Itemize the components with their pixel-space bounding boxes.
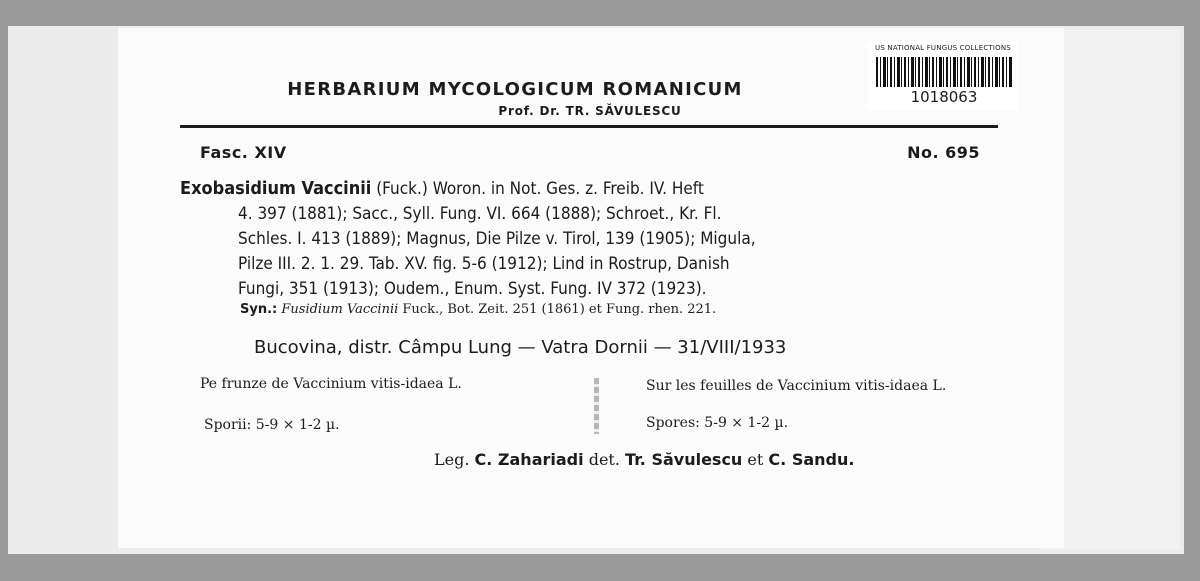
- synonym-name: Fusidium Vaccinii: [281, 302, 399, 317]
- determiner-name-1: Tr. Săvulescu: [625, 450, 743, 469]
- barcode-caption: US NATIONAL FUNGUS COLLECTIONS: [875, 44, 1011, 52]
- specimen-number: No. 695: [907, 143, 980, 162]
- collection-locality: Bucovina, distr. Câmpu Lung — Vatra Dornii — 31/VIII/1933: [254, 337, 787, 358]
- synonym-line: [240, 302, 1000, 317]
- determiner-name-2: C. Sandu.: [768, 450, 855, 469]
- barcode-icon: [876, 57, 1012, 87]
- host-french: Sur les feuilles de Vaccinium vitis-idaea L.: [646, 378, 947, 394]
- spores-romanian: Sporii: 5-9 × 1-2 µ.: [204, 417, 340, 433]
- host-romanian: Pe frunze de Vaccinium vitis-idaea L.: [200, 376, 462, 392]
- column-divider: [594, 378, 599, 434]
- citation-line-5: Fungi, 351 (1913); Oudem., Enum. Syst. Fung. IV 372 (1923).: [238, 279, 707, 299]
- citation-line-3: Schles. I. 413 (1889); Magnus, Die Pilze v. Tirol, 139 (1905); Migula,: [238, 229, 756, 249]
- label-title: HERBARIUM MYCOLOGICUM ROMANICUM: [287, 79, 743, 100]
- barcode-sticker: [868, 42, 1018, 110]
- conjunction: et: [747, 450, 764, 469]
- header-rule: [180, 125, 998, 128]
- spores-french: Spores: 5-9 × 1-2 µ.: [646, 415, 789, 431]
- synonym-reference: Fuck., Bot. Zeit. 251 (1861) et Fung. rhen. 221.: [402, 302, 717, 317]
- synonym-label: Syn.:: [240, 302, 278, 317]
- barcode-number: 1018063: [910, 88, 978, 106]
- citation-line-2: 4. 397 (1881); Sacc., Syll. Fung. VI. 664 (1888); Schroet., Kr. Fl.: [238, 204, 722, 224]
- fascicle-number: Fasc. XIV: [200, 143, 287, 162]
- collector-name: C. Zahariadi: [474, 450, 584, 469]
- citation-line-1: (Fuck.) Woron. in Not. Ges. z. Freib. IV. Heft: [376, 179, 704, 199]
- species-name: Exobasidium Vaccinii: [180, 178, 372, 199]
- det-prefix: det.: [588, 450, 620, 469]
- label-subtitle: Prof. Dr. TR. SĂVULESCU: [498, 104, 682, 118]
- leg-prefix: Leg.: [434, 450, 470, 469]
- collector-line: [434, 450, 994, 469]
- citation-line-4: Pilze III. 2. 1. 29. Tab. XV. fig. 5-6 (1912); Lind in Rostrup, Danish: [238, 254, 730, 274]
- taxonomic-citation: [180, 176, 1004, 302]
